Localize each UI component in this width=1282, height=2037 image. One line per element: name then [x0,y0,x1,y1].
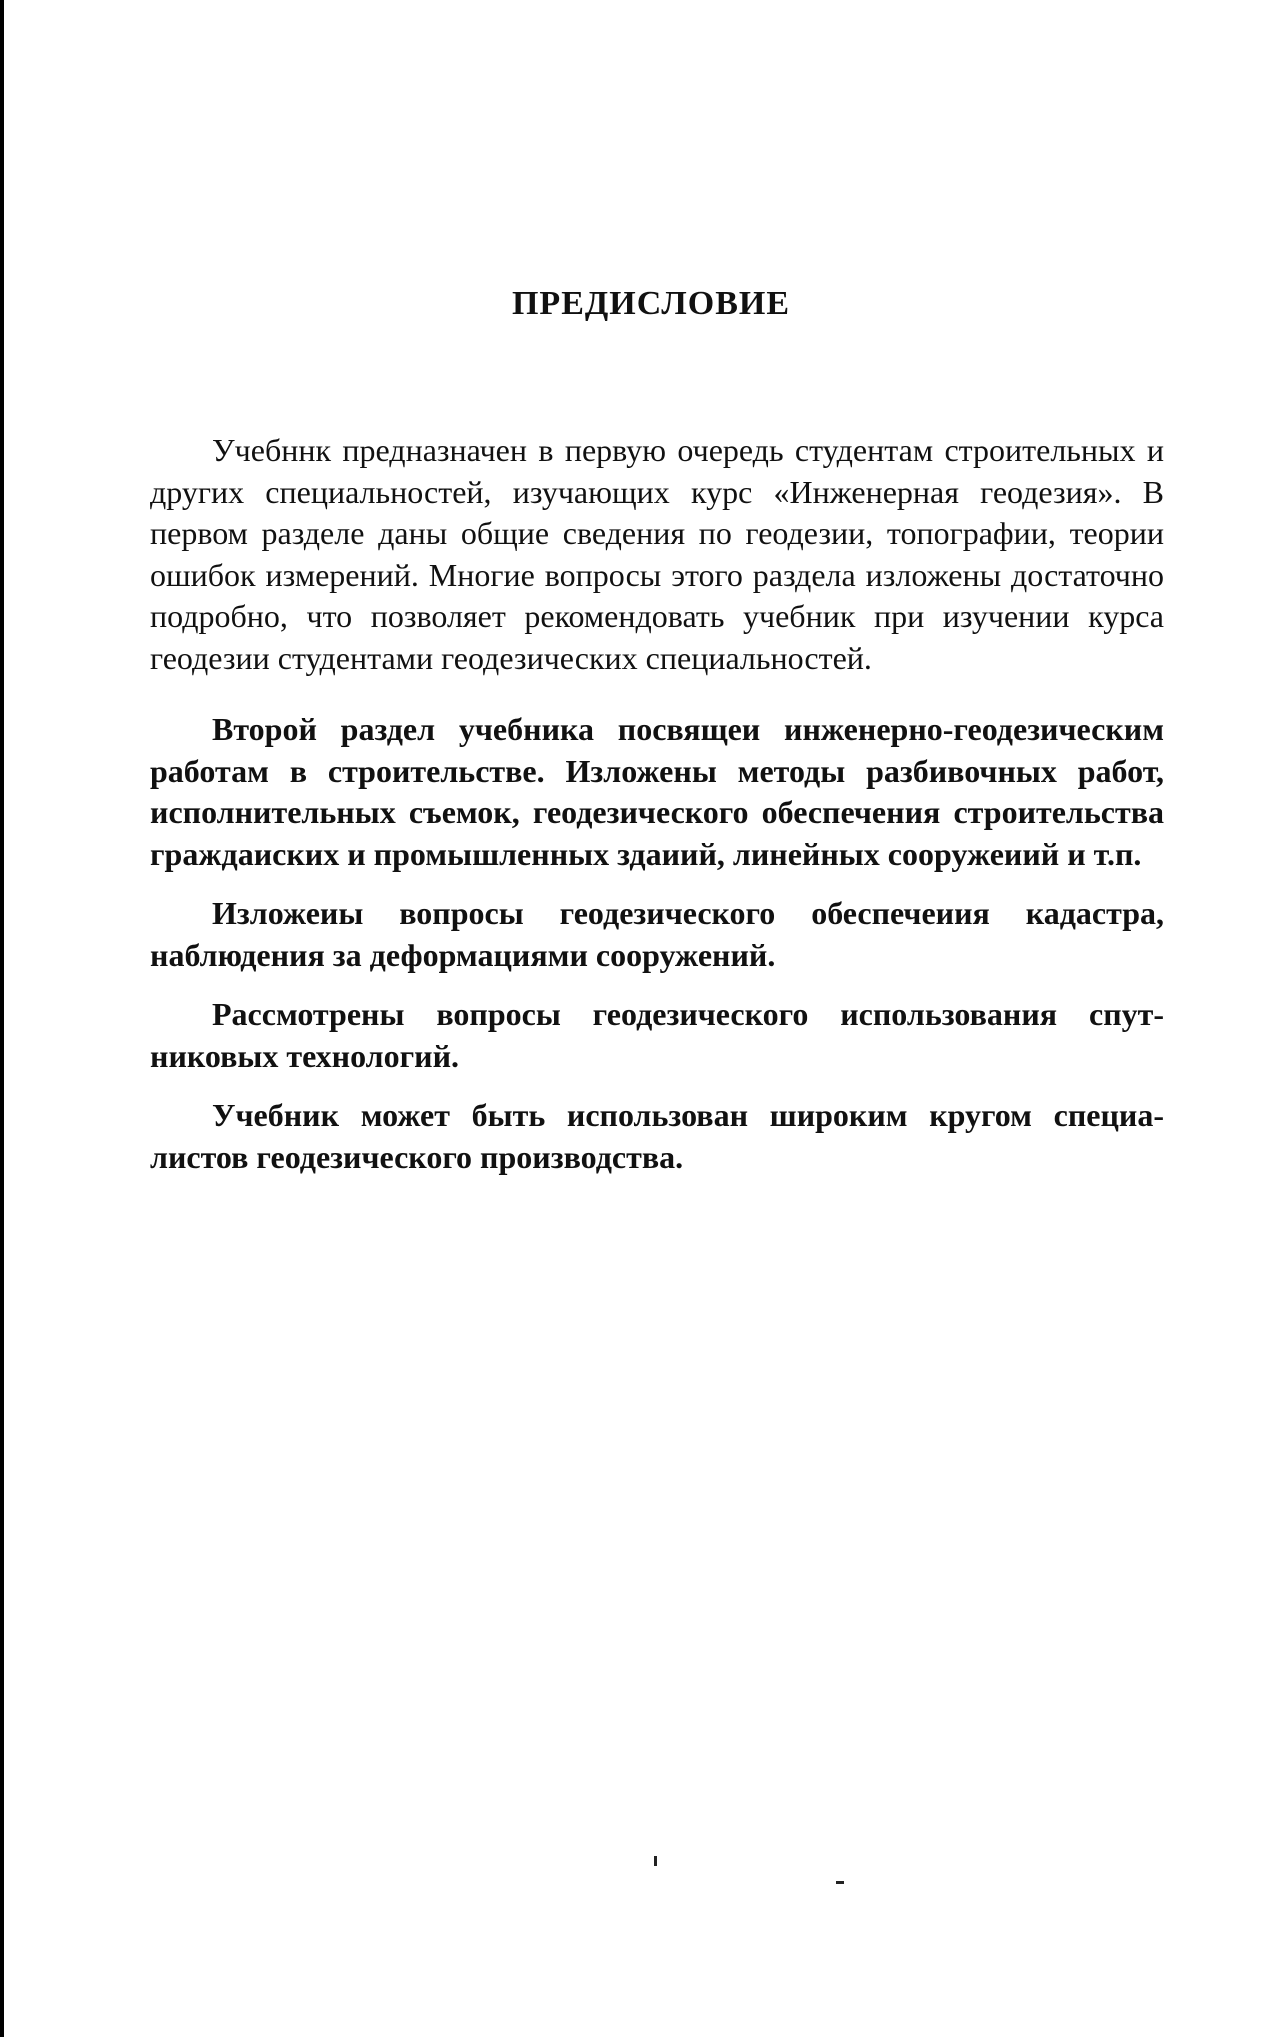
paragraph-4: Рассмотрены вопросы геодезического использования спутниковых технологий. [150,996,1164,1074]
paragraph-2: Второй раздел учебника посвящеи инженерно-геодезическим работам в строительстве. Изложены методы разбивочных работ, исполнительных съемок, геодезического обеспечения строительства граждаиских и промышленных здаиий, линейных сооружеиий и т.п. [150,711,1164,872]
paragraph-1: Учебннк предназначен в первую очередь студентам строительных и других специальностей, изучающих курс «Инженерная геодезия». В первом разделе даны общие сведения по геодезии, топографии, теории ошибок измерений. Многие вопросы этого раздела изложены достаточно подробно, что позволяет рекомендовать учебник при изучении курса геодезии студентами геодезических специальностей. [150,432,1164,676]
paragraph-3: Изложеиы вопросы геодезического обеспечеиия кадастра, наблюдения за деформациями сооружений. [150,895,1164,973]
paragraph-5: Учебник может быть использован широким кругом специалистов геодезического производства. [150,1097,1164,1175]
scan-speck [836,1881,844,1884]
preface-body [150,430,1164,1178]
page-title: ПРЕДИСЛОВИЕ [511,285,791,322]
scan-speck [654,1856,657,1866]
